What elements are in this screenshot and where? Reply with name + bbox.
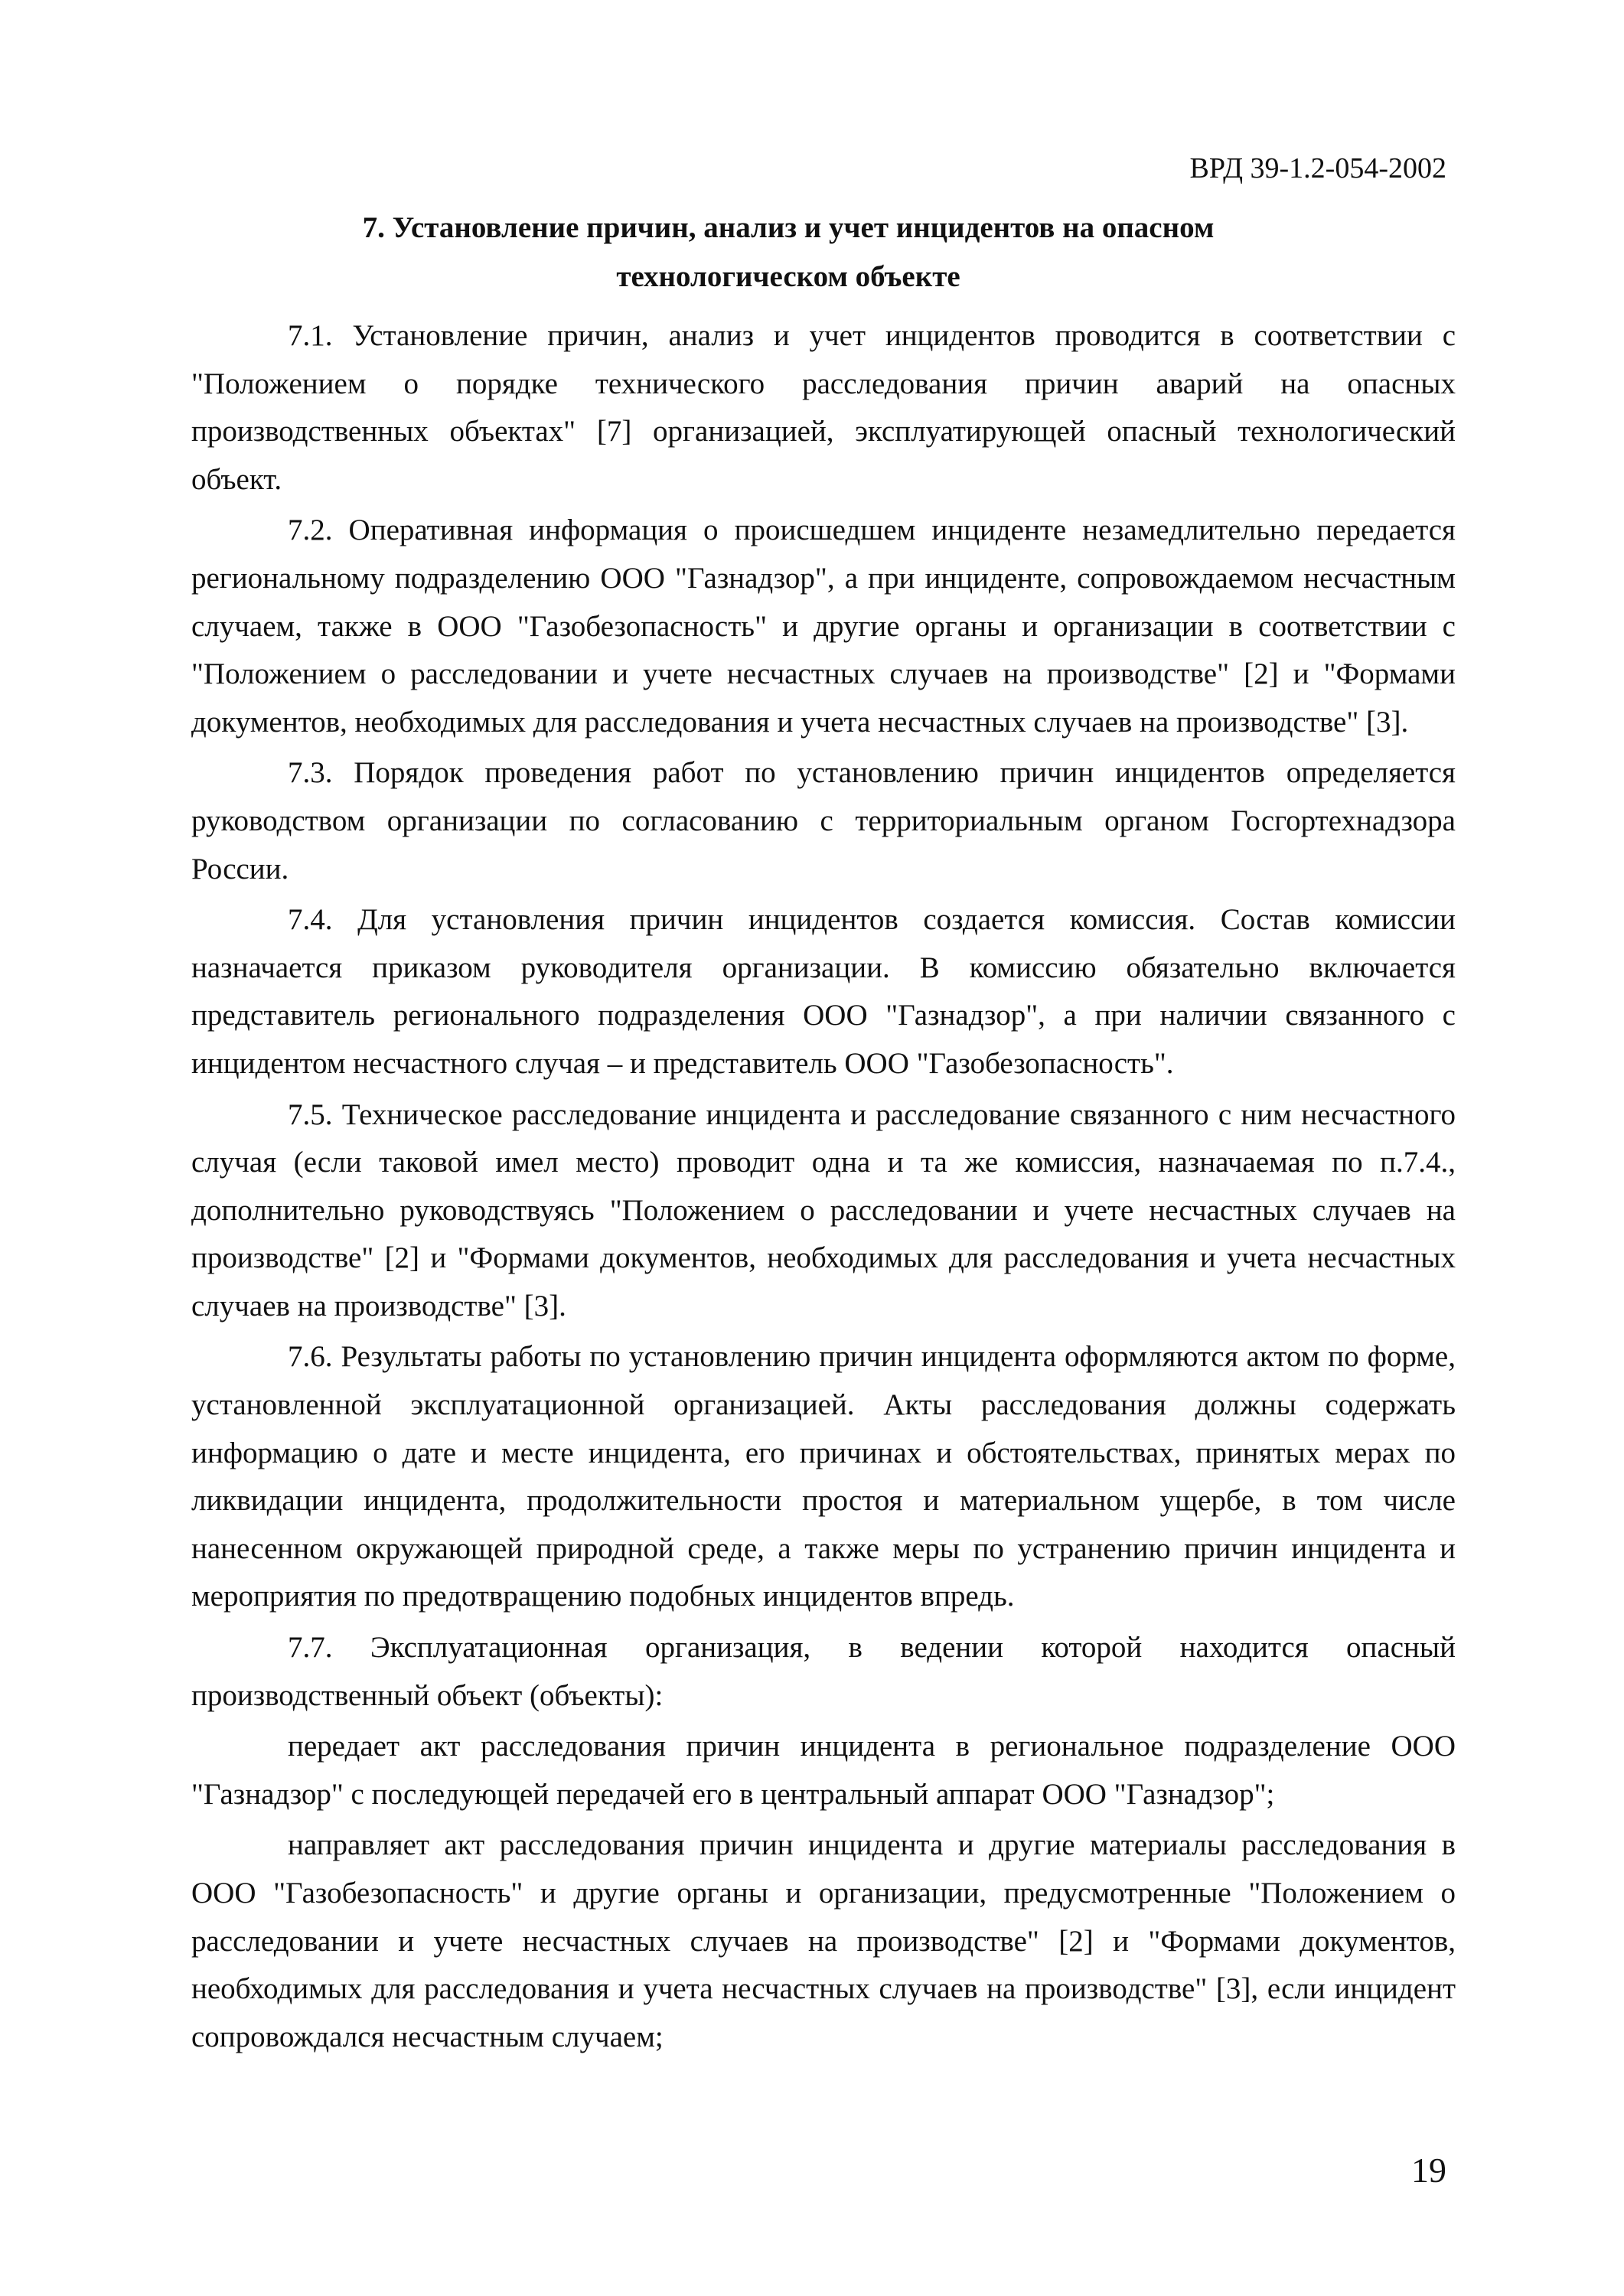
paragraph-7-1: 7.1. Установление причин, анализ и учет инцидентов проводится в соответствии с "Положением о порядке технического расследования причин аварий на опасных производственных объектах" [7] организацией, эксплуатирующей опасный технологический объект.	[191, 319, 1456, 496]
paragraph-7-6: 7.6. Результаты работы по установлению причин инцидента оформляются актом по форме, установленной эксплуатационной организацией. Акты расследования должны содержать информацию о дате и месте инцидента, его причинах и обстоятельствах, принятых мерах по ликвидации инцидента, продолжительности простоя и материальном ущербе, в том числе нанесенном окружающей природной среде, а также меры по устранению причин инцидента и мероприятия по предотвращению подобных инцидентов впредь.	[191, 1340, 1456, 1613]
paragraph-7-4: 7.4. Для установления причин инцидентов создается комиссия. Состав комиссии назначается приказом руководителя организации. В комиссию обязательно включается представитель регионального подразделения ООО "Газнадзор", а при наличии связанного с инцидентом несчастного случая – и представитель ООО "Газобезопасность".	[191, 903, 1456, 1080]
paragraph-7-5: 7.5. Техническое расследование инцидента и расследование связанного с ним несчастного случая (если таковой имел место) проводит одна и та же комиссия, назначаемая по п.7.4., дополнительно руководствуясь "Положением о расследовании и учете несчастных случаев на производстве" [2] и "Формами документов, необходимых для расследования и учета несчастных случаев на производстве" [3].	[191, 1097, 1456, 1322]
body-text	[191, 312, 1456, 2064]
section-title-line-1: 7. Установление причин, анализ и учет инцидентов на опасном	[362, 211, 1215, 244]
section-title	[191, 204, 1385, 302]
document-code: ВРД 39-1.2-054-2002	[1189, 152, 1446, 184]
paragraph-7-7-item-1: передает акт расследования причин инцидента в региональное подразделение ООО "Газнадзор" с последующей передачей его в центральный аппарат ООО "Газнадзор";	[191, 1730, 1456, 1811]
paragraph-7-3: 7.3. Порядок проведения работ по установлению причин инцидентов определяется руководством организации по согласованию с территориальным органом Госгортехнадзора России.	[191, 756, 1456, 885]
paragraph-7-2: 7.2. Оперативная информация о происшедшем инциденте незамедлительно передается региональному подразделению ООО "Газнадзор", а при инциденте, сопровождаемом несчастным случаем, также в ООО "Газобезопасность" и другие органы и организации в соответствии с "Положением о расследовании и учете несчастных случаев на производстве" [2] и "Формами документов, необходимых для расследования и учета несчастных случаев на производстве" [3].	[191, 514, 1456, 739]
paragraph-7-7-item-2: направляет акт расследования причин инцидента и другие материалы расследования в ООО "Газобезопасность" и другие органы и организации, предусмотренные "Положением о расследовании и учете несчастных случаев на производстве" [2] и "Формами документов, необходимых для расследования и учета несчастных случаев на производстве" [3], если инцидент сопровождался несчастным случаем;	[191, 1828, 1456, 2053]
page-number: 19	[1411, 2151, 1446, 2190]
paragraph-7-7: 7.7. Эксплуатационная организация, в ведении которой находится опасный производственный объект (объекты):	[191, 1631, 1456, 1712]
section-title-line-2: технологическом объекте	[616, 260, 960, 293]
